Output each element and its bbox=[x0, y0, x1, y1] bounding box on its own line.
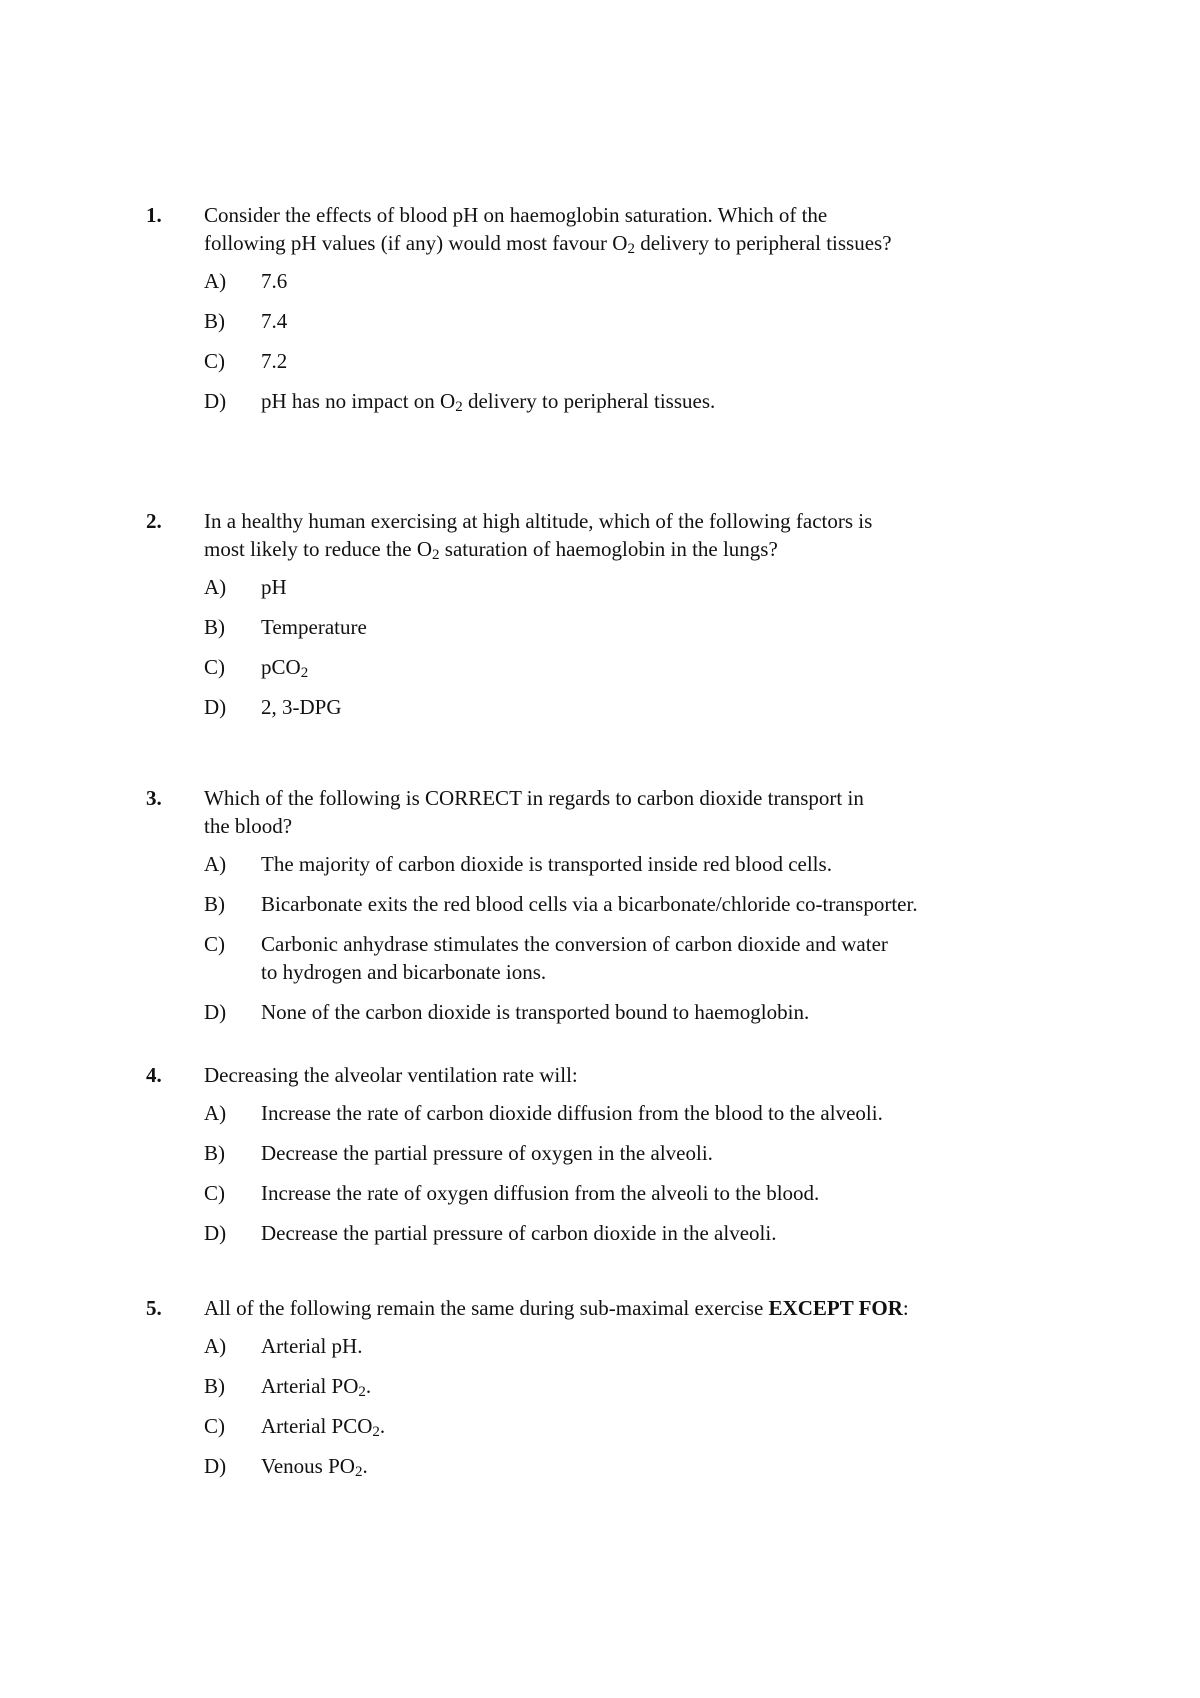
option-text: 7.6 bbox=[261, 269, 288, 293]
question-1 bbox=[146, 201, 1046, 427]
option-letter: A) bbox=[204, 1334, 227, 1358]
option-letter: D) bbox=[204, 1454, 227, 1478]
question-stem: Decreasing the alveolar ventilation rate will: bbox=[204, 1063, 578, 1087]
option-letter: C) bbox=[204, 655, 225, 679]
option-b bbox=[204, 1139, 1061, 1167]
question-header bbox=[146, 201, 1046, 257]
option-c bbox=[204, 1179, 1061, 1207]
question-stem: Consider the effects of blood pH on haemoglobin saturation. Which of the following pH values (if any) would most favour $O_2$ delivery to peripheral tissues? bbox=[204, 203, 892, 257]
option-text: pCO$_2$ bbox=[261, 655, 309, 681]
option-letter: B) bbox=[204, 1374, 225, 1398]
question-number: 3. bbox=[146, 786, 162, 810]
question-5 bbox=[146, 1294, 1046, 1492]
question-header bbox=[146, 1061, 1046, 1089]
option-text: Venous $PO_2$. bbox=[261, 1454, 368, 1480]
option-b bbox=[204, 613, 1061, 641]
question-stem: In a healthy human exercising at high altitude, which of the following factors is most likely to reduce the $O_2$ saturation of haemoglobin in the lungs? bbox=[204, 509, 873, 563]
option-a bbox=[204, 267, 1061, 295]
option-text: 7.4 bbox=[261, 309, 288, 333]
option-letter: A) bbox=[204, 269, 227, 293]
question-number: 1. bbox=[146, 203, 162, 227]
question-stem: All of the following remain the same during sub-maximal exercise EXCEPT FOR: bbox=[204, 1296, 909, 1320]
option-text: Increase the rate of oxygen diffusion from the alveoli to the blood. bbox=[261, 1181, 820, 1205]
option-c bbox=[204, 653, 1061, 681]
question-number: 2. bbox=[146, 509, 162, 533]
option-letter: D) bbox=[204, 389, 227, 413]
option-text: Decrease the partial pressure of oxygen in the alveoli. bbox=[261, 1141, 713, 1165]
option-text: 2, 3-DPG bbox=[261, 695, 342, 719]
option-c bbox=[204, 930, 1061, 986]
option-letter: D) bbox=[204, 1000, 227, 1024]
question-number: 5. bbox=[146, 1296, 162, 1320]
option-letter: C) bbox=[204, 932, 225, 956]
option-d bbox=[204, 1219, 1061, 1247]
option-letter: C) bbox=[204, 1181, 225, 1205]
option-text: Increase the rate of carbon dioxide diffusion from the blood to the alveoli. bbox=[261, 1101, 883, 1125]
option-text: Arterial $PCO_2$. bbox=[261, 1414, 386, 1440]
option-text: The majority of carbon dioxide is transported inside red blood cells. bbox=[261, 852, 832, 876]
question-stem: Which of the following is CORRECT in regards to carbon dioxide transport in the blood? bbox=[204, 786, 864, 838]
option-d bbox=[204, 998, 1061, 1026]
option-text: Carbonic anhydrase stimulates the conversion of carbon dioxide and water to hydrogen and bicarbonate ions. bbox=[261, 932, 888, 984]
option-letter: D) bbox=[204, 695, 227, 719]
options-list bbox=[146, 573, 1046, 721]
option-text: Temperature bbox=[261, 615, 367, 639]
option-letter: B) bbox=[204, 309, 225, 333]
option-d bbox=[204, 693, 1061, 721]
option-b bbox=[204, 1372, 1061, 1400]
option-b bbox=[204, 307, 1061, 335]
options-list bbox=[146, 850, 1046, 1026]
option-letter: C) bbox=[204, 349, 225, 373]
option-c bbox=[204, 1412, 1061, 1440]
emphasis-text: EXCEPT FOR bbox=[768, 1296, 903, 1320]
question-header bbox=[146, 507, 1046, 563]
options-list bbox=[146, 1099, 1046, 1247]
option-letter: B) bbox=[204, 615, 225, 639]
option-d bbox=[204, 1452, 1061, 1480]
option-text: 7.2 bbox=[261, 349, 288, 373]
option-a bbox=[204, 1332, 1061, 1360]
option-letter: A) bbox=[204, 575, 227, 599]
question-4 bbox=[146, 1061, 1046, 1259]
option-letter: B) bbox=[204, 1141, 225, 1165]
option-d bbox=[204, 387, 1061, 415]
question-2 bbox=[146, 507, 1046, 733]
question-header bbox=[146, 1294, 1046, 1322]
question-number: 4. bbox=[146, 1063, 162, 1087]
option-text: Bicarbonate exits the red blood cells via a bicarbonate/chloride co-transporter. bbox=[261, 892, 918, 916]
option-text: pH bbox=[261, 575, 287, 599]
option-letter: B) bbox=[204, 892, 225, 916]
options-list bbox=[146, 267, 1046, 415]
option-b bbox=[204, 890, 1061, 918]
option-letter: A) bbox=[204, 1101, 227, 1125]
option-letter: D) bbox=[204, 1221, 227, 1245]
option-a bbox=[204, 573, 1061, 601]
option-a bbox=[204, 850, 1061, 878]
option-a bbox=[204, 1099, 1061, 1127]
option-text: pH has no impact on $O_2$ delivery to peripheral tissues. bbox=[261, 389, 716, 415]
question-header bbox=[146, 784, 1046, 840]
option-text: Arterial pH. bbox=[261, 1334, 363, 1358]
question-3 bbox=[146, 784, 1046, 1038]
options-list bbox=[146, 1332, 1046, 1480]
option-c bbox=[204, 347, 1061, 375]
option-text: Arterial $PO_2$. bbox=[261, 1374, 372, 1400]
option-letter: A) bbox=[204, 852, 227, 876]
option-text: Decrease the partial pressure of carbon dioxide in the alveoli. bbox=[261, 1221, 777, 1245]
option-text: None of the carbon dioxide is transported bound to haemoglobin. bbox=[261, 1000, 810, 1024]
option-letter: C) bbox=[204, 1414, 225, 1438]
